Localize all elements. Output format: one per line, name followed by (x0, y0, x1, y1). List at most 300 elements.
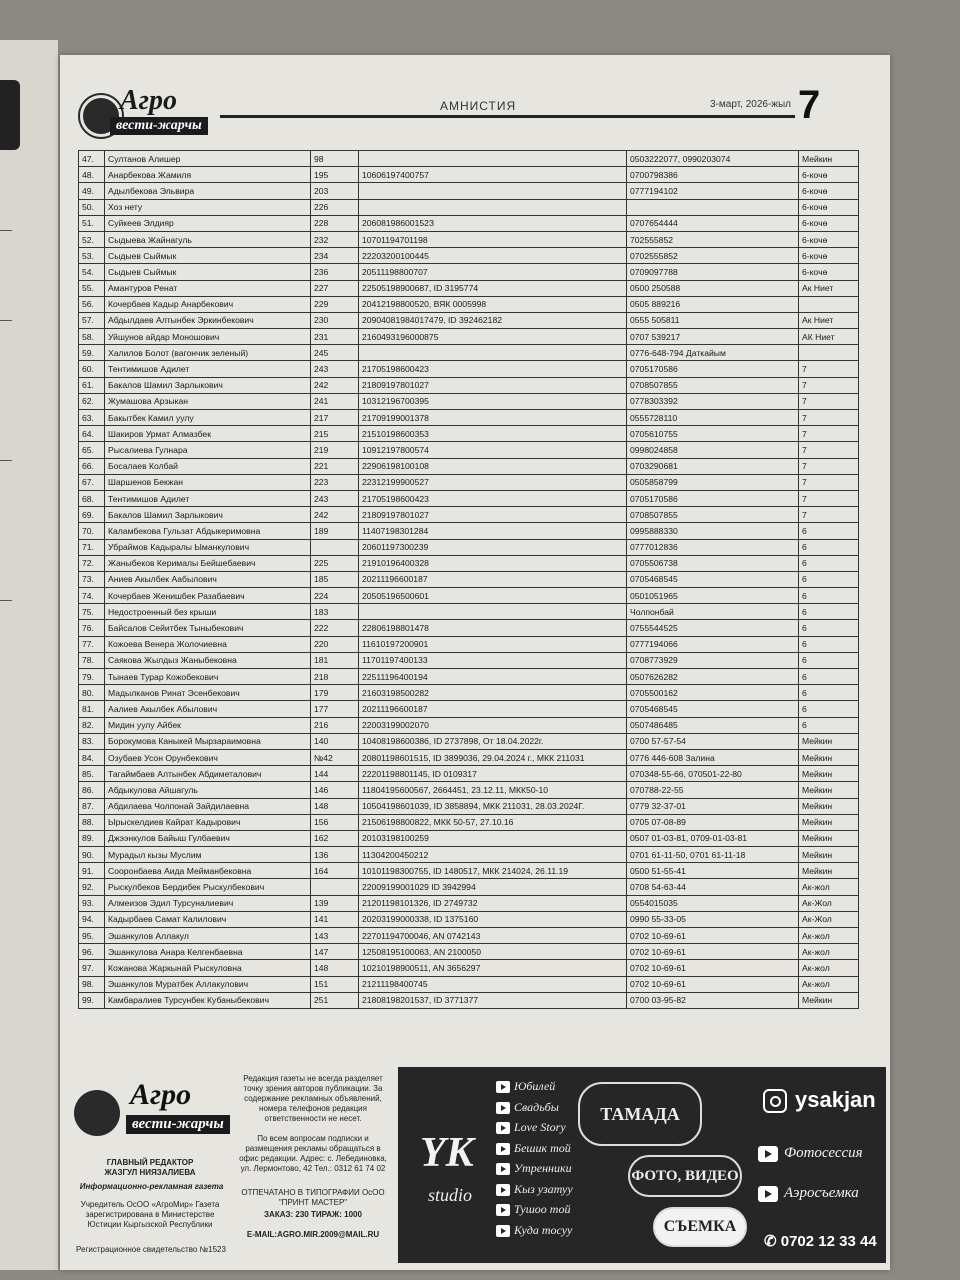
row-number: 75. (79, 604, 105, 620)
phone: 0709097788 (627, 264, 799, 280)
house-number: 183 (311, 604, 359, 620)
street: 6 (799, 701, 859, 717)
house-number: 146 (311, 782, 359, 798)
street: 6-кочө (799, 264, 859, 280)
house-number: 151 (311, 976, 359, 992)
editor-name: ЖАЗГУЛ НИЯЗАЛИЕВА (104, 1168, 196, 1177)
table-row (79, 199, 859, 215)
house-number: 141 (311, 911, 359, 927)
street: 6 (799, 571, 859, 587)
house-number: 177 (311, 701, 359, 717)
house-number: 148 (311, 960, 359, 976)
row-number: 95. (79, 928, 105, 944)
street: 7 (799, 426, 859, 442)
row-number: 72. (79, 555, 105, 571)
row-number: 65. (79, 442, 105, 458)
row-number: 47. (79, 151, 105, 167)
shooting-badge: СЪЕМКА (653, 1207, 747, 1247)
full-name: Алмеизов Эдил Турсуналиевич (105, 895, 311, 911)
row-number: 76. (79, 620, 105, 636)
street: Ак-жол (799, 928, 859, 944)
id-document (359, 199, 627, 215)
row-number: 89. (79, 830, 105, 846)
table-row (79, 895, 859, 911)
row-number: 88. (79, 814, 105, 830)
house-number: 242 (311, 507, 359, 523)
house-number: 156 (311, 814, 359, 830)
phone: 0705170586 (627, 361, 799, 377)
house-number: 236 (311, 264, 359, 280)
house-number: 139 (311, 895, 359, 911)
service-label: Тушоо той (514, 1202, 571, 1216)
phone: 0507626282 (627, 669, 799, 685)
street: Ак-жол (799, 960, 859, 976)
row-number: 90. (79, 847, 105, 863)
house-number: 147 (311, 944, 359, 960)
full-name: Суйкеев Элдияр (105, 215, 311, 231)
phone: 0708507855 (627, 377, 799, 393)
id-document: 20601197300239 (359, 539, 627, 555)
id-document: 21201198101326, ID 2749732 (359, 895, 627, 911)
imprint-brand-subtitle: вести-жарчы (126, 1115, 230, 1134)
phone: 0700798386 (627, 167, 799, 183)
house-number: 226 (311, 199, 359, 215)
full-name: Кадырбаев Самат Калилович (105, 911, 311, 927)
row-number: 79. (79, 669, 105, 685)
table-row (79, 620, 859, 636)
id-document: 20608198600152З (359, 215, 627, 231)
table-row (79, 248, 859, 264)
row-number: 60. (79, 361, 105, 377)
amnesty-table (78, 150, 859, 1009)
play-icon (496, 1102, 510, 1114)
row-number: 68. (79, 490, 105, 506)
table-row (79, 652, 859, 668)
row-number: 83. (79, 733, 105, 749)
service-label: Свадьбы (514, 1099, 559, 1114)
play-icon (496, 1163, 510, 1175)
divider (0, 460, 12, 461)
tamada-bubble: ТАМАДА (578, 1082, 702, 1146)
play-icon (758, 1186, 778, 1202)
street: Мейкин (799, 798, 859, 814)
full-name: Байсалов Сейитбек Тыныбекович (105, 620, 311, 636)
service-label: Love Story (514, 1120, 566, 1134)
studio-logo-subtitle: studio (428, 1185, 473, 1205)
amnesty-table-body (79, 151, 859, 1009)
street (799, 345, 859, 361)
play-icon (496, 1122, 510, 1134)
row-number: 82. (79, 717, 105, 733)
service-item (496, 1141, 571, 1156)
service-label: Бешик той (514, 1140, 571, 1155)
street: 7 (799, 410, 859, 426)
phone: 0708 54-63-44 (627, 879, 799, 895)
phone: 0507486485 (627, 717, 799, 733)
street: Мейкин (799, 863, 859, 879)
imprint-block (60, 1070, 395, 1265)
id-document: 21506198800822, МКК 50-57, 27.10.16 (359, 814, 627, 830)
emblem-icon (74, 1090, 120, 1136)
id-document: 22701194700046, AN 0742143 (359, 928, 627, 944)
row-number: 66. (79, 458, 105, 474)
street: Мейкин (799, 847, 859, 863)
newspaper-kind: Информационно-рекламная газета (79, 1182, 224, 1191)
house-number: 217 (311, 410, 359, 426)
table-row (79, 539, 859, 555)
house-number: 140 (311, 733, 359, 749)
street: 7 (799, 393, 859, 409)
street: Мейкин (799, 766, 859, 782)
full-name: Шаршенов Бекжан (105, 474, 311, 490)
phone: 0555728110 (627, 410, 799, 426)
street: Мейкин (799, 749, 859, 765)
full-name: Ырыскелдиев Кайрат Кадырович (105, 814, 311, 830)
table-row (79, 167, 859, 183)
table-row (79, 393, 859, 409)
imprint-brand: Агро (130, 1078, 192, 1111)
street: 6-кочө (799, 167, 859, 183)
row-number: 57. (79, 312, 105, 328)
table-row (79, 911, 859, 927)
masthead-subtitle: вести-жарчы (110, 117, 208, 135)
house-number (311, 539, 359, 555)
full-name: Босалаев Колбай (105, 458, 311, 474)
phone: 070788-22-55 (627, 782, 799, 798)
id-document: 10101198300755, ID 1480517, МКК 214024, 26.11.19 (359, 863, 627, 879)
street (799, 296, 859, 312)
id-document: 11610197200901 (359, 636, 627, 652)
house-number: 189 (311, 523, 359, 539)
phone: 0500 51-55-41 (627, 863, 799, 879)
house-number: 136 (311, 847, 359, 863)
instagram-icon (763, 1089, 787, 1113)
street: 6-кочө (799, 248, 859, 264)
phone: 0995888330 (627, 523, 799, 539)
row-number: 78. (79, 652, 105, 668)
street: 6-кочө (799, 183, 859, 199)
full-name: Эшанкулов Аллакул (105, 928, 311, 944)
phone: 0776-648-794 Даткайым (627, 345, 799, 361)
table-row (79, 669, 859, 685)
phone: 070348-55-66, 070501-22-80 (627, 766, 799, 782)
table-row (79, 296, 859, 312)
full-name: Борокумова Каныкей Мырзараимовна (105, 733, 311, 749)
full-name: Недостроенный без крыши (105, 604, 311, 620)
full-name: Абдилаева Чолпонай Зайдилаевна (105, 798, 311, 814)
table-row (79, 879, 859, 895)
house-number: 219 (311, 442, 359, 458)
house-number: 143 (311, 928, 359, 944)
service-label: Куда тосуу (514, 1222, 573, 1237)
street: 6 (799, 523, 859, 539)
table-row (79, 377, 859, 393)
street: 6 (799, 539, 859, 555)
row-number: 62. (79, 393, 105, 409)
house-number: 222 (311, 620, 359, 636)
id-document: 11701197400133 (359, 652, 627, 668)
phone: 0778303392 (627, 393, 799, 409)
full-name: Саякова Жылдыз Жаныбековна (105, 652, 311, 668)
street: Ак-Жол (799, 895, 859, 911)
table-row (79, 733, 859, 749)
row-number: 80. (79, 685, 105, 701)
row-number: 63. (79, 410, 105, 426)
id-document: 22511196400194 (359, 669, 627, 685)
divider (0, 600, 12, 601)
table-row (79, 345, 859, 361)
id-document: 22203200100445 (359, 248, 627, 264)
id-document: 12508195100063, AN 2100050 (359, 944, 627, 960)
house-number: 227 (311, 280, 359, 296)
table-row (79, 231, 859, 247)
founder-info: Учредитель ОсОО «АгроМир» Газета зарегистрирована в Министерстве Юстиции Кыргызской Республики (80, 1200, 220, 1229)
email-info: E-MAIL:AGRO.MIR.2009@MAIL.RU (246, 1230, 380, 1239)
house-number: 225 (311, 555, 359, 571)
row-number: 64. (79, 426, 105, 442)
row-number: 84. (79, 749, 105, 765)
full-name: Сыдыева Жайнагуль (105, 231, 311, 247)
table-row (79, 474, 859, 490)
street: АК Ниет (799, 329, 859, 345)
advertisement (398, 1067, 886, 1263)
full-name: Мидин уулу Айбек (105, 717, 311, 733)
house-number: 181 (311, 652, 359, 668)
house-number: 179 (311, 685, 359, 701)
phone: 0705500162 (627, 685, 799, 701)
table-row (79, 426, 859, 442)
table-row (79, 555, 859, 571)
street: 6-кочө (799, 215, 859, 231)
street: 6 (799, 588, 859, 604)
table-row (79, 798, 859, 814)
street: 6-кочө (799, 231, 859, 247)
id-document: 21211198400745 (359, 976, 627, 992)
phone: 0505858799 (627, 474, 799, 490)
full-name: Рысалиева Гулнара (105, 442, 311, 458)
full-name: Аалиев Акылбек Абылович (105, 701, 311, 717)
table-row (79, 588, 859, 604)
table-row (79, 749, 859, 765)
phone: 0503222077, 0990203074 (627, 151, 799, 167)
masthead-logo (80, 85, 230, 147)
table-row (79, 636, 859, 652)
table-row (79, 782, 859, 798)
table-row (79, 928, 859, 944)
id-document: 22906198100108 (359, 458, 627, 474)
id-document: 21709199001378 (359, 410, 627, 426)
phone: 0702 10-69-61 (627, 928, 799, 944)
row-number: 49. (79, 183, 105, 199)
house-number: 230 (311, 312, 359, 328)
aerial-item (758, 1185, 859, 1202)
id-document: 22505198900687, ID 3195774 (359, 280, 627, 296)
service-label: Юбилей (514, 1079, 556, 1093)
row-number: 67. (79, 474, 105, 490)
full-name: Эшанкулова Анара Келгенбаевна (105, 944, 311, 960)
house-number: 243 (311, 361, 359, 377)
row-number: 52. (79, 231, 105, 247)
full-name: Бакалов Шамил Зарлыкович (105, 377, 311, 393)
id-document: 10504198601039, ID 3858894, МКК 211031, 28.03.2024Г. (359, 798, 627, 814)
phone: 0777194066 (627, 636, 799, 652)
id-document: 21510198600353 (359, 426, 627, 442)
full-name: Султанов Алишер (105, 151, 311, 167)
id-document: 10701194701198 (359, 231, 627, 247)
full-name: Сооронбаева Аида Мейманбековна (105, 863, 311, 879)
row-number: 86. (79, 782, 105, 798)
street: 7 (799, 361, 859, 377)
house-number: 223 (311, 474, 359, 490)
phone: 0776 446-608 Залина (627, 749, 799, 765)
phone (627, 199, 799, 215)
full-name: Эшанкулов Муратбек Аллакулович (105, 976, 311, 992)
house-number: 216 (311, 717, 359, 733)
street: 7 (799, 507, 859, 523)
table-row (79, 814, 859, 830)
full-name: Бакалов Шамил Зарлыкович (105, 507, 311, 523)
house-number: 232 (311, 231, 359, 247)
row-number: 53. (79, 248, 105, 264)
house-number: 162 (311, 830, 359, 846)
house-number: 228 (311, 215, 359, 231)
id-document: 10210198900511, AN 3656297 (359, 960, 627, 976)
house-number: 224 (311, 588, 359, 604)
id-document: 22312199900527 (359, 474, 627, 490)
full-name: Адылбекова Эльвира (105, 183, 311, 199)
phone: 0777194102 (627, 183, 799, 199)
phone: 0755544525 (627, 620, 799, 636)
id-document: 11407198301284 (359, 523, 627, 539)
instagram-handle (763, 1087, 876, 1113)
full-name: Анарбекова Жамиля (105, 167, 311, 183)
street: 7 (799, 458, 859, 474)
id-document: 11804195600567, 2664451, 23.12.11, МКК50-10 (359, 782, 627, 798)
id-document: 10408198600386, ID 2737898, От 18.04.2022г. (359, 733, 627, 749)
full-name: Мурадыл кызы Муслим (105, 847, 311, 863)
service-item (496, 1161, 572, 1176)
id-document (359, 151, 627, 167)
house-number: 203 (311, 183, 359, 199)
service-item (496, 1100, 559, 1115)
id-document: 20103198100259 (359, 830, 627, 846)
row-number: 61. (79, 377, 105, 393)
full-name: Бакытбек Камил уулу (105, 410, 311, 426)
table-row (79, 215, 859, 231)
full-name: Жумашова Арзыкан (105, 393, 311, 409)
full-name: Камбаралиев Турсунбек Кубаныбекович (105, 992, 311, 1008)
house-number: 144 (311, 766, 359, 782)
street: 7 (799, 442, 859, 458)
section-title: АМНИСТИЯ (440, 99, 517, 113)
row-number: 87. (79, 798, 105, 814)
table-row (79, 329, 859, 345)
table-row (79, 507, 859, 523)
street: 7 (799, 474, 859, 490)
id-document: 21603198500282 (359, 685, 627, 701)
phone: 0700 57-57-54 (627, 733, 799, 749)
phone: 0702 10-69-61 (627, 944, 799, 960)
street: 7 (799, 377, 859, 393)
id-document: 20211196600187 (359, 571, 627, 587)
phone: 0705 07-08-89 (627, 814, 799, 830)
phone: 0703290681 (627, 458, 799, 474)
house-number (311, 879, 359, 895)
row-number: 50. (79, 199, 105, 215)
photosession-item (758, 1145, 863, 1162)
full-name: Шакиров Урмат Алмазбек (105, 426, 311, 442)
phone: 0708507855 (627, 507, 799, 523)
table-row (79, 992, 859, 1008)
editor-title: ГЛАВНЫЙ РЕДАКТОР (106, 1158, 194, 1167)
full-name: Рыскулбеков Бердибек Рыскулбекович (105, 879, 311, 895)
table-row (79, 766, 859, 782)
full-name: Жаныбеков Керималы Бейшебаевич (105, 555, 311, 571)
house-number: 148 (311, 798, 359, 814)
full-name: Мадылканов Ринат Эсенбекович (105, 685, 311, 701)
header-rule (220, 115, 795, 118)
street: Ак Ниет (799, 280, 859, 296)
phone: 0705506738 (627, 555, 799, 571)
street: Ак-жол (799, 879, 859, 895)
full-name: Сыдыев Сыймык (105, 264, 311, 280)
ad-phone: ✆ 0702 12 33 44 (764, 1233, 877, 1250)
table-row (79, 701, 859, 717)
house-number: 243 (311, 490, 359, 506)
full-name: Озубаев Усон Орунбекович (105, 749, 311, 765)
phone: 0555 505811 (627, 312, 799, 328)
phone: 0702 10-69-61 (627, 960, 799, 976)
id-document: 22003199002070 (359, 717, 627, 733)
street: 6 (799, 685, 859, 701)
street: Ак Ниет (799, 312, 859, 328)
phone: 0701 61-11-50, 0701 61-11-18 (627, 847, 799, 863)
row-number: 94. (79, 911, 105, 927)
street: 6 (799, 604, 859, 620)
table-row (79, 523, 859, 539)
phone: 0777012836 (627, 539, 799, 555)
table-row (79, 944, 859, 960)
full-name: Абдыкулова Айшагуль (105, 782, 311, 798)
id-document: 20412198800520, ВЯК 0005998 (359, 296, 627, 312)
previous-page-logo (0, 80, 20, 150)
phone: 0505 889216 (627, 296, 799, 312)
phone: 702555852 (627, 231, 799, 247)
row-number: 56. (79, 296, 105, 312)
street: Мейкин (799, 782, 859, 798)
table-row (79, 571, 859, 587)
row-number: 59. (79, 345, 105, 361)
row-number: 58. (79, 329, 105, 345)
id-document: 21705198600423 (359, 361, 627, 377)
street: Мейкин (799, 992, 859, 1008)
table-row (79, 847, 859, 863)
phone: 0501051965 (627, 588, 799, 604)
table-row (79, 410, 859, 426)
row-number: 98. (79, 976, 105, 992)
row-number: 96. (79, 944, 105, 960)
order-info: ЗАКАЗ: 230 ТИРАЖ: 1000 (264, 1210, 362, 1219)
street: Ак-Жол (799, 911, 859, 927)
table-row (79, 361, 859, 377)
issue-date: 3-март, 2026-жыл (710, 99, 791, 110)
id-document: 22201198801145, ID 0109317 (359, 766, 627, 782)
table-row (79, 312, 859, 328)
service-label: Кыз узатуу (514, 1181, 573, 1196)
row-number: 81. (79, 701, 105, 717)
full-name: Тагаймбаев Алтынбек Абдиметалович (105, 766, 311, 782)
contact-info: По всем вопросам подписки и размещения рекламы обращаться в офис редакции. Адрес: с. Лебединовка, ул. Лермонтово, 42 Тел.: 0312 61 74 02 (239, 1134, 387, 1173)
